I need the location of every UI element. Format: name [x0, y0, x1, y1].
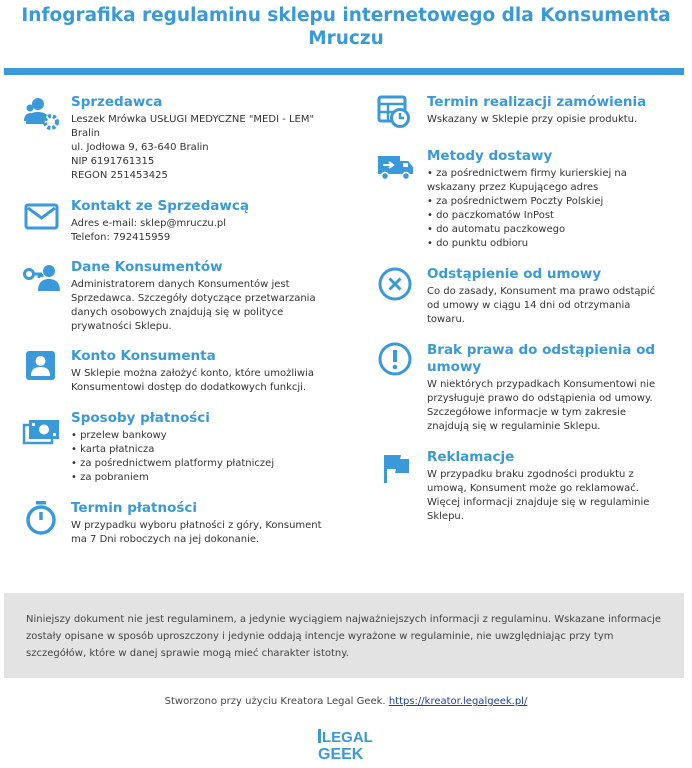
cancel-circle-icon	[377, 266, 417, 306]
seller-regon: REGON 251453425	[71, 170, 168, 181]
seller-nip: NIP 6191761315	[71, 156, 155, 167]
section-text: W niektórych przypadkach Konsumentowi nie przysługuje prawo do odstąpienia od umowy. Szczegółowe informacje w tym zakresie znajdują się w regulaminie Sklepu.	[427, 379, 656, 432]
users-gear-icon	[22, 94, 62, 134]
section-text: Wskazany w Sklepie przy opisie produktu.	[427, 114, 638, 125]
contact-phone: Telefon: 792415959	[71, 232, 171, 243]
disclaimer-box	[4, 593, 684, 678]
seller-city: Bralin	[71, 128, 100, 139]
footer-link[interactable]: https://kreator.legalgeek.pl/	[388, 696, 528, 707]
delivery-item: • do punktu odbioru	[427, 238, 529, 249]
footer-text: Stworzono przy użyciu Kreatora Legal Geek.	[164, 696, 386, 707]
delivery-item: • za pośrednictwem Poczty Polskiej	[427, 196, 604, 207]
section-text: W przypadku wyboru płatności z góry, Konsument ma 7 Dni roboczych na jej dokonanie.	[71, 520, 322, 545]
envelope-icon	[22, 198, 62, 238]
page-title: Infografika regulaminu sklepu internetowego dla Konsumenta Mruczu	[21, 5, 671, 49]
section-text: W przypadku braku zgodności produktu z umową, Konsument może go reklamować. Więcej informacji znajduje się w regulaminie Sklepu.	[427, 469, 650, 522]
stopwatch-icon	[22, 500, 62, 540]
calendar-clock-icon	[377, 94, 417, 134]
exclamation-circle-icon	[377, 342, 417, 382]
delivery-item: • za pośrednictwem firmy kurierskiej na	[427, 168, 627, 179]
payment-item: • karta płatnicza	[71, 444, 155, 455]
section-heading: Termin realizacji zamówienia	[427, 94, 647, 110]
key-user-icon	[22, 259, 62, 299]
payment-item: • za pośrednictwem platformy płatniczej	[71, 458, 275, 469]
section-heading: Odstąpienie od umowy	[427, 266, 602, 282]
delivery-item: • do paczkomatów InPost	[427, 210, 554, 221]
payment-item: • za pobraniem	[71, 472, 149, 483]
account-icon	[22, 348, 62, 388]
seller-name: Leszek Mrówka USŁUGI MEDYCZNE "MEDI - LEM"	[71, 114, 315, 125]
section-heading: Konto Konsumenta	[71, 348, 216, 364]
legal-geek-logo	[312, 727, 382, 761]
section-text: W Sklepie można założyć konto, które umożliwia Konsumentowi dostęp do dodatkowych funkcji.	[71, 368, 314, 393]
logo-text-legal: LEGAL	[322, 729, 373, 746]
seller-address: ul. Jodłowa 9, 63-640 Bralin	[71, 142, 209, 153]
payment-item: • przelew bankowy	[71, 430, 167, 441]
delivery-item: • do automatu paczkowego	[427, 224, 566, 235]
footer	[0, 696, 692, 707]
flag-icon	[377, 449, 417, 489]
section-text: Administratorem danych Konsumentów jest Sprzedawca. Szczegóły dotyczące przetwarzania danych osobowych znajdują się w polityce prywatności Sklepu.	[71, 279, 316, 332]
logo-text-geek: GEEK	[318, 746, 364, 761]
section-heading: Termin płatności	[71, 500, 198, 516]
money-icon	[22, 410, 62, 450]
section-heading: Kontakt ze Sprzedawcą	[71, 198, 249, 214]
section-heading: Metody dostawy	[427, 148, 553, 164]
section-heading: Reklamacje	[427, 449, 515, 465]
delivery-item: wskazany przez Kupującego adres	[427, 182, 599, 193]
section-heading: Dane Konsumentów	[71, 259, 223, 275]
disclaimer-text: Niniejszy dokument nie jest regulaminem, a jedynie wyciągiem najważniejszych informacji z regulaminu. Wskazane informacje zostały opisane w sposób uproszczony i jedynie oddają intencje wyrażone w regulaminie, nie uwzględniając przy tym szczegółów, które w danej sprawie mogą mieć charakter istotny.	[26, 614, 662, 659]
section-heading: Brak prawa do odstąpienia od umowy	[427, 342, 656, 375]
delivery-truck-icon	[377, 148, 417, 188]
header-divider	[4, 68, 684, 75]
section-heading: Sposoby płatności	[71, 410, 210, 426]
contact-email: Adres e-mail: sklep@mruczu.pl	[71, 218, 227, 229]
section-text: Co do zasady, Konsument ma prawo odstąpić od umowy w ciągu 14 dni od otrzymania towaru.	[427, 286, 656, 325]
section-heading: Sprzedawca	[71, 94, 163, 110]
